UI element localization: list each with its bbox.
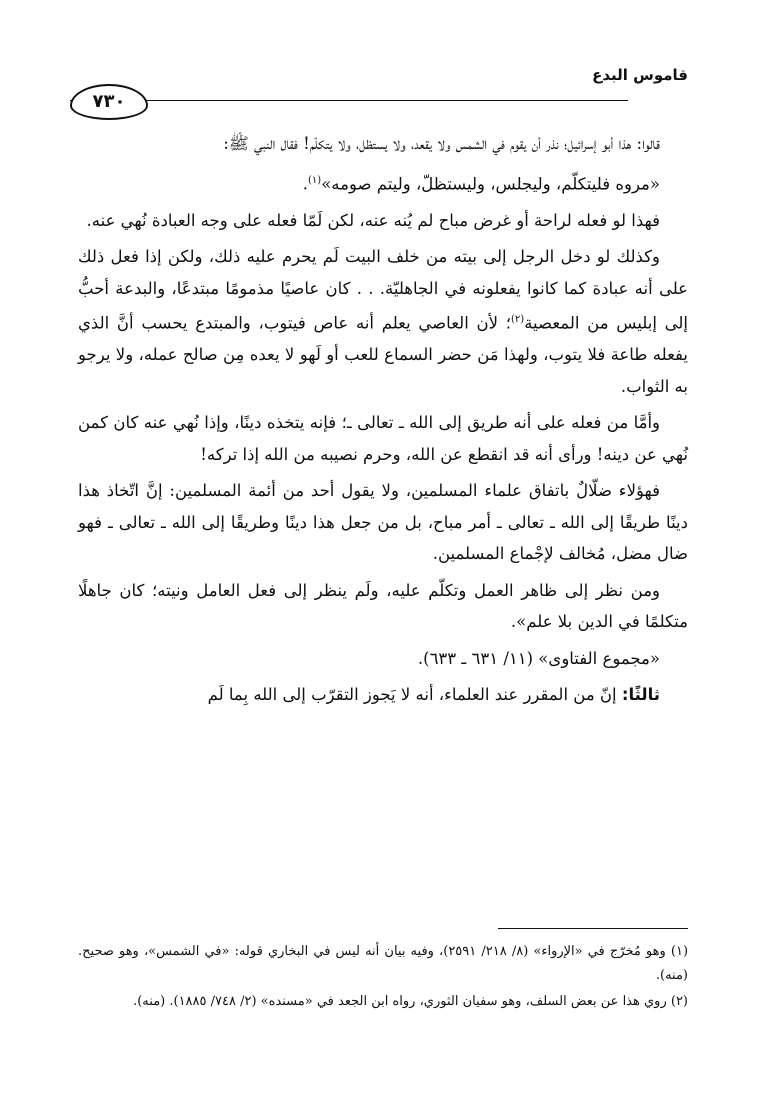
- paragraph: [78, 679, 688, 711]
- book-title: قاموس البدع: [592, 66, 688, 84]
- paragraph: ومن نظر إلى ظاهر العمل وتكلّم عليه، ولَم ينظر إلى فعل العامل ونيته؛ كان جاهلًا متكلمًا في الدين بلا علم».: [78, 580, 688, 631]
- page-number: ٧٣٠: [70, 84, 148, 120]
- paragraph: فهؤلاء ضلّالٌ باتفاق علماء المسلمين، ولا يقول أحد من أئمة المسلمين: إنَّ اتّخاذ هذا دينًا طريقًا إلى الله ـ تعالى ـ أمر مباح، بل من جعل هذا دينًا وطريقًا إلى الله ـ تعالى ـ فهو ضال مضل، مُخالف لإجْماع المسلمين.: [78, 481, 688, 563]
- page-header: [70, 62, 688, 122]
- main-text: [78, 128, 688, 716]
- paragraph: فهذا لو فعله لراحة أو غرض مباح لم يُنه عنه، لكن لَمّا فعله على وجه العبادة نُهي عنه.: [86, 210, 660, 230]
- footnote-divider: [498, 928, 688, 929]
- quote-text: «مروه فليتكلّم، وليجلس، وليستظلّ، وليتم صومه»: [321, 174, 660, 193]
- paragraph-text: إنّ من المقرر عند العلماء، أنه لا يَجوز التقرّب إلى الله بِما لَم: [207, 685, 622, 704]
- footnote-ref[interactable]: (٢): [511, 314, 525, 325]
- hadith-quote: [78, 165, 688, 200]
- paragraph: وأمَّا من فعله على أنه طريق إلى الله ـ تعالى ـ؛ فإنه يتخذه دينًا، وإذا نُهي عنه كان كمن نُهي عن دينه! ورأى أنه قد انقطع عن الله، وحرم نصيبه من الله إذا تركه!: [78, 413, 688, 464]
- citation: «مجموع الفتاوى» (١١/ ٦٣١ ـ ٦٣٣).: [417, 648, 660, 668]
- paragraph: قالوا: هذا أبو إسرائيل؛ نذر أن يقوم في الشمس ولا يقعد، ولا يستظل، ولا يتكلّم! فقال النبي ﷺ:: [223, 134, 660, 153]
- footnote-2: (٢) روي هذا عن بعض السلف، وهو سفيان الثوري، رواه ابن الجعد في «مسنده» (٢/ ٧٤٨/ ١٨٨٥). (منه).: [133, 994, 688, 1009]
- footnote-ref[interactable]: (١): [308, 174, 322, 186]
- paragraph-text: وكذلك لو دخل الرجل إلى بيته من خلف البيت لَم يحرم عليه ذلك، ولكن إذا فعل ذلك على أنه عبادة كما كانوا يفعلونه في الجاهليّة. . . كان عاصيًا مذمومًا مبتدعًا، والبدعة أحبُّ إلى إبليس من المعصية: [78, 247, 688, 333]
- footnotes: [78, 940, 688, 1016]
- section-lead: ثالثًا:: [621, 685, 660, 704]
- quote-end: .: [302, 174, 309, 193]
- footnote-1: (١) وهو مُخرّج في «الإرواء» (٨/ ٢١٨/ ٢٥٩١)، وفيه بيان أنه ليس في البخاري قوله: «في الشمس»، وهو صحيح. (منه).: [78, 944, 689, 983]
- paragraph-text: ؛ لأن العاصي يعلم أنه عاص فيتوب، والمبتدع يحسب أنَّ الذي يفعله طاعة فلا يتوب، ولهذا مَن حضر السماع للعب أو لَهو لا يعده مِن صالح عمله، ولا يرجو به الثواب.: [78, 313, 688, 396]
- paragraph: [78, 241, 688, 402]
- header-rule: [70, 100, 628, 101]
